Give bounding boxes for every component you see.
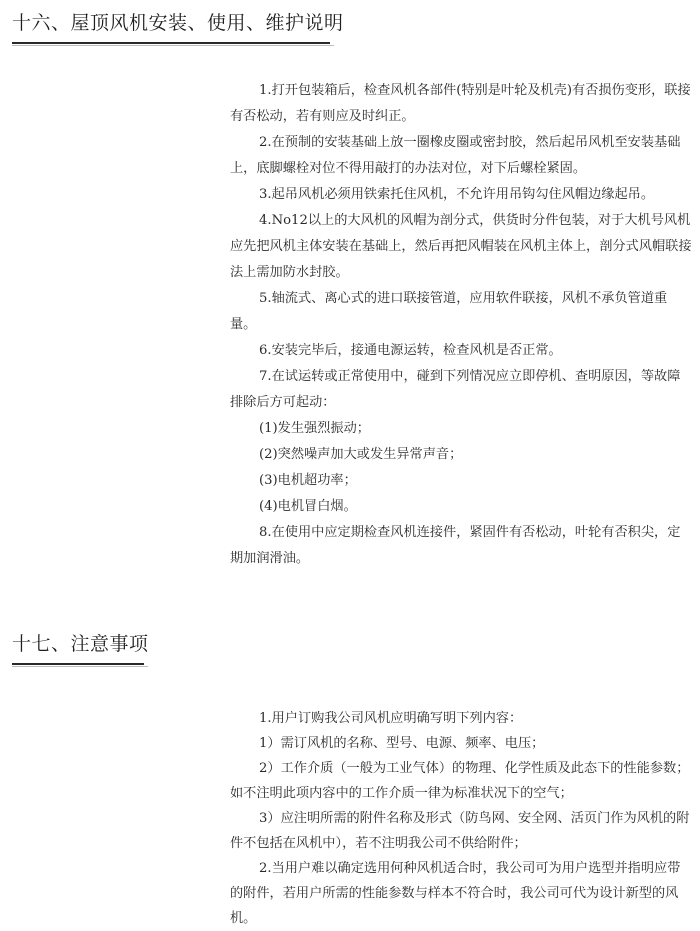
order-item-3: 3）应注明所需的附件名称及形式（防鸟网、安全网、活页门作为风机的附件不包括在风机中），若不注明我公司不供给附件； [230, 811, 690, 851]
section-17-title: 十七、注意事项 [12, 633, 149, 655]
section-16-heading [12, 8, 344, 35]
fault-item-3: (3)电机超功率； [259, 473, 357, 488]
paragraph-4: 4.No12以上的大风机的风帽为剖分式，供货时分件包装，对于大机号风机应先把风机主体安装在基础上，然后再把风帽装在风机主体上，剖分式风帽联接法上需加防水封胶。 [230, 213, 692, 280]
paragraph-8: 8.在使用中应定期检查风机连接件，紧固件有否松动，叶轮有否积尖，定期加润滑油。 [230, 525, 681, 566]
fault-item-4: (4)电机冒白烟。 [259, 499, 357, 514]
order-intro: 1.用户订购我公司风机应明确写明下列内容： [259, 711, 523, 726]
order-item-1: 1）需订风机的名称、型号、电源、频率、电压； [259, 736, 545, 751]
paragraph-5: 5.轴流式、离心式的进口联接管道，应用软件联接，风机不承负管道重量。 [230, 291, 668, 332]
paragraph-6: 6.安装完毕后，接通电源运转，检查风机是否正常。 [259, 343, 562, 358]
section-16-title: 十六、屋顶风机安装、使用、维护说明 [12, 12, 344, 34]
order-item-2: 2）工作介质（一般为工业气体）的物理、化学性质及此态下的性能参数；如不注明此项内容中的工作介质一律为标准状况下的空气； [230, 761, 690, 801]
section-16-underline [12, 42, 330, 44]
section-16-body [230, 78, 692, 572]
fault-item-1: (1)发生强烈振动； [259, 421, 370, 436]
fault-item-2: (2)突然噪声加大或发生异常声音； [259, 447, 463, 462]
paragraph-2: 2.在预制的安装基础上放一圈橡皮圈或密封胶，然后起吊风机至安装基础上，底脚螺栓对位不得用敲打的办法对位，对下后螺栓紧固。 [230, 135, 681, 176]
section-17-underline [12, 663, 144, 665]
selection-paragraph: 2.当用户难以确定选用何种风机适合时，我公司可为用户选型并指明应带的附件，若用户所需的性能参数与样本不符合时，我公司可代为设计新型的风机。 [230, 861, 681, 926]
paragraph-7: 7.在试运转或正常使用中，碰到下列情况应立即停机、查明原因，等故障排除后方可起动： [230, 369, 681, 410]
section-17-body [230, 706, 692, 931]
paragraph-1: 1.打开包装箱后，检查风机各部件(特别是叶轮及机壳)有否损伤变形，联接有否松动，若有则应及时纠正。 [230, 83, 691, 124]
section-17-heading [12, 629, 149, 656]
paragraph-3: 3.起吊风机必须用铁索托住风机，不允许用吊钩勾住风帽边缘起吊。 [259, 187, 655, 202]
